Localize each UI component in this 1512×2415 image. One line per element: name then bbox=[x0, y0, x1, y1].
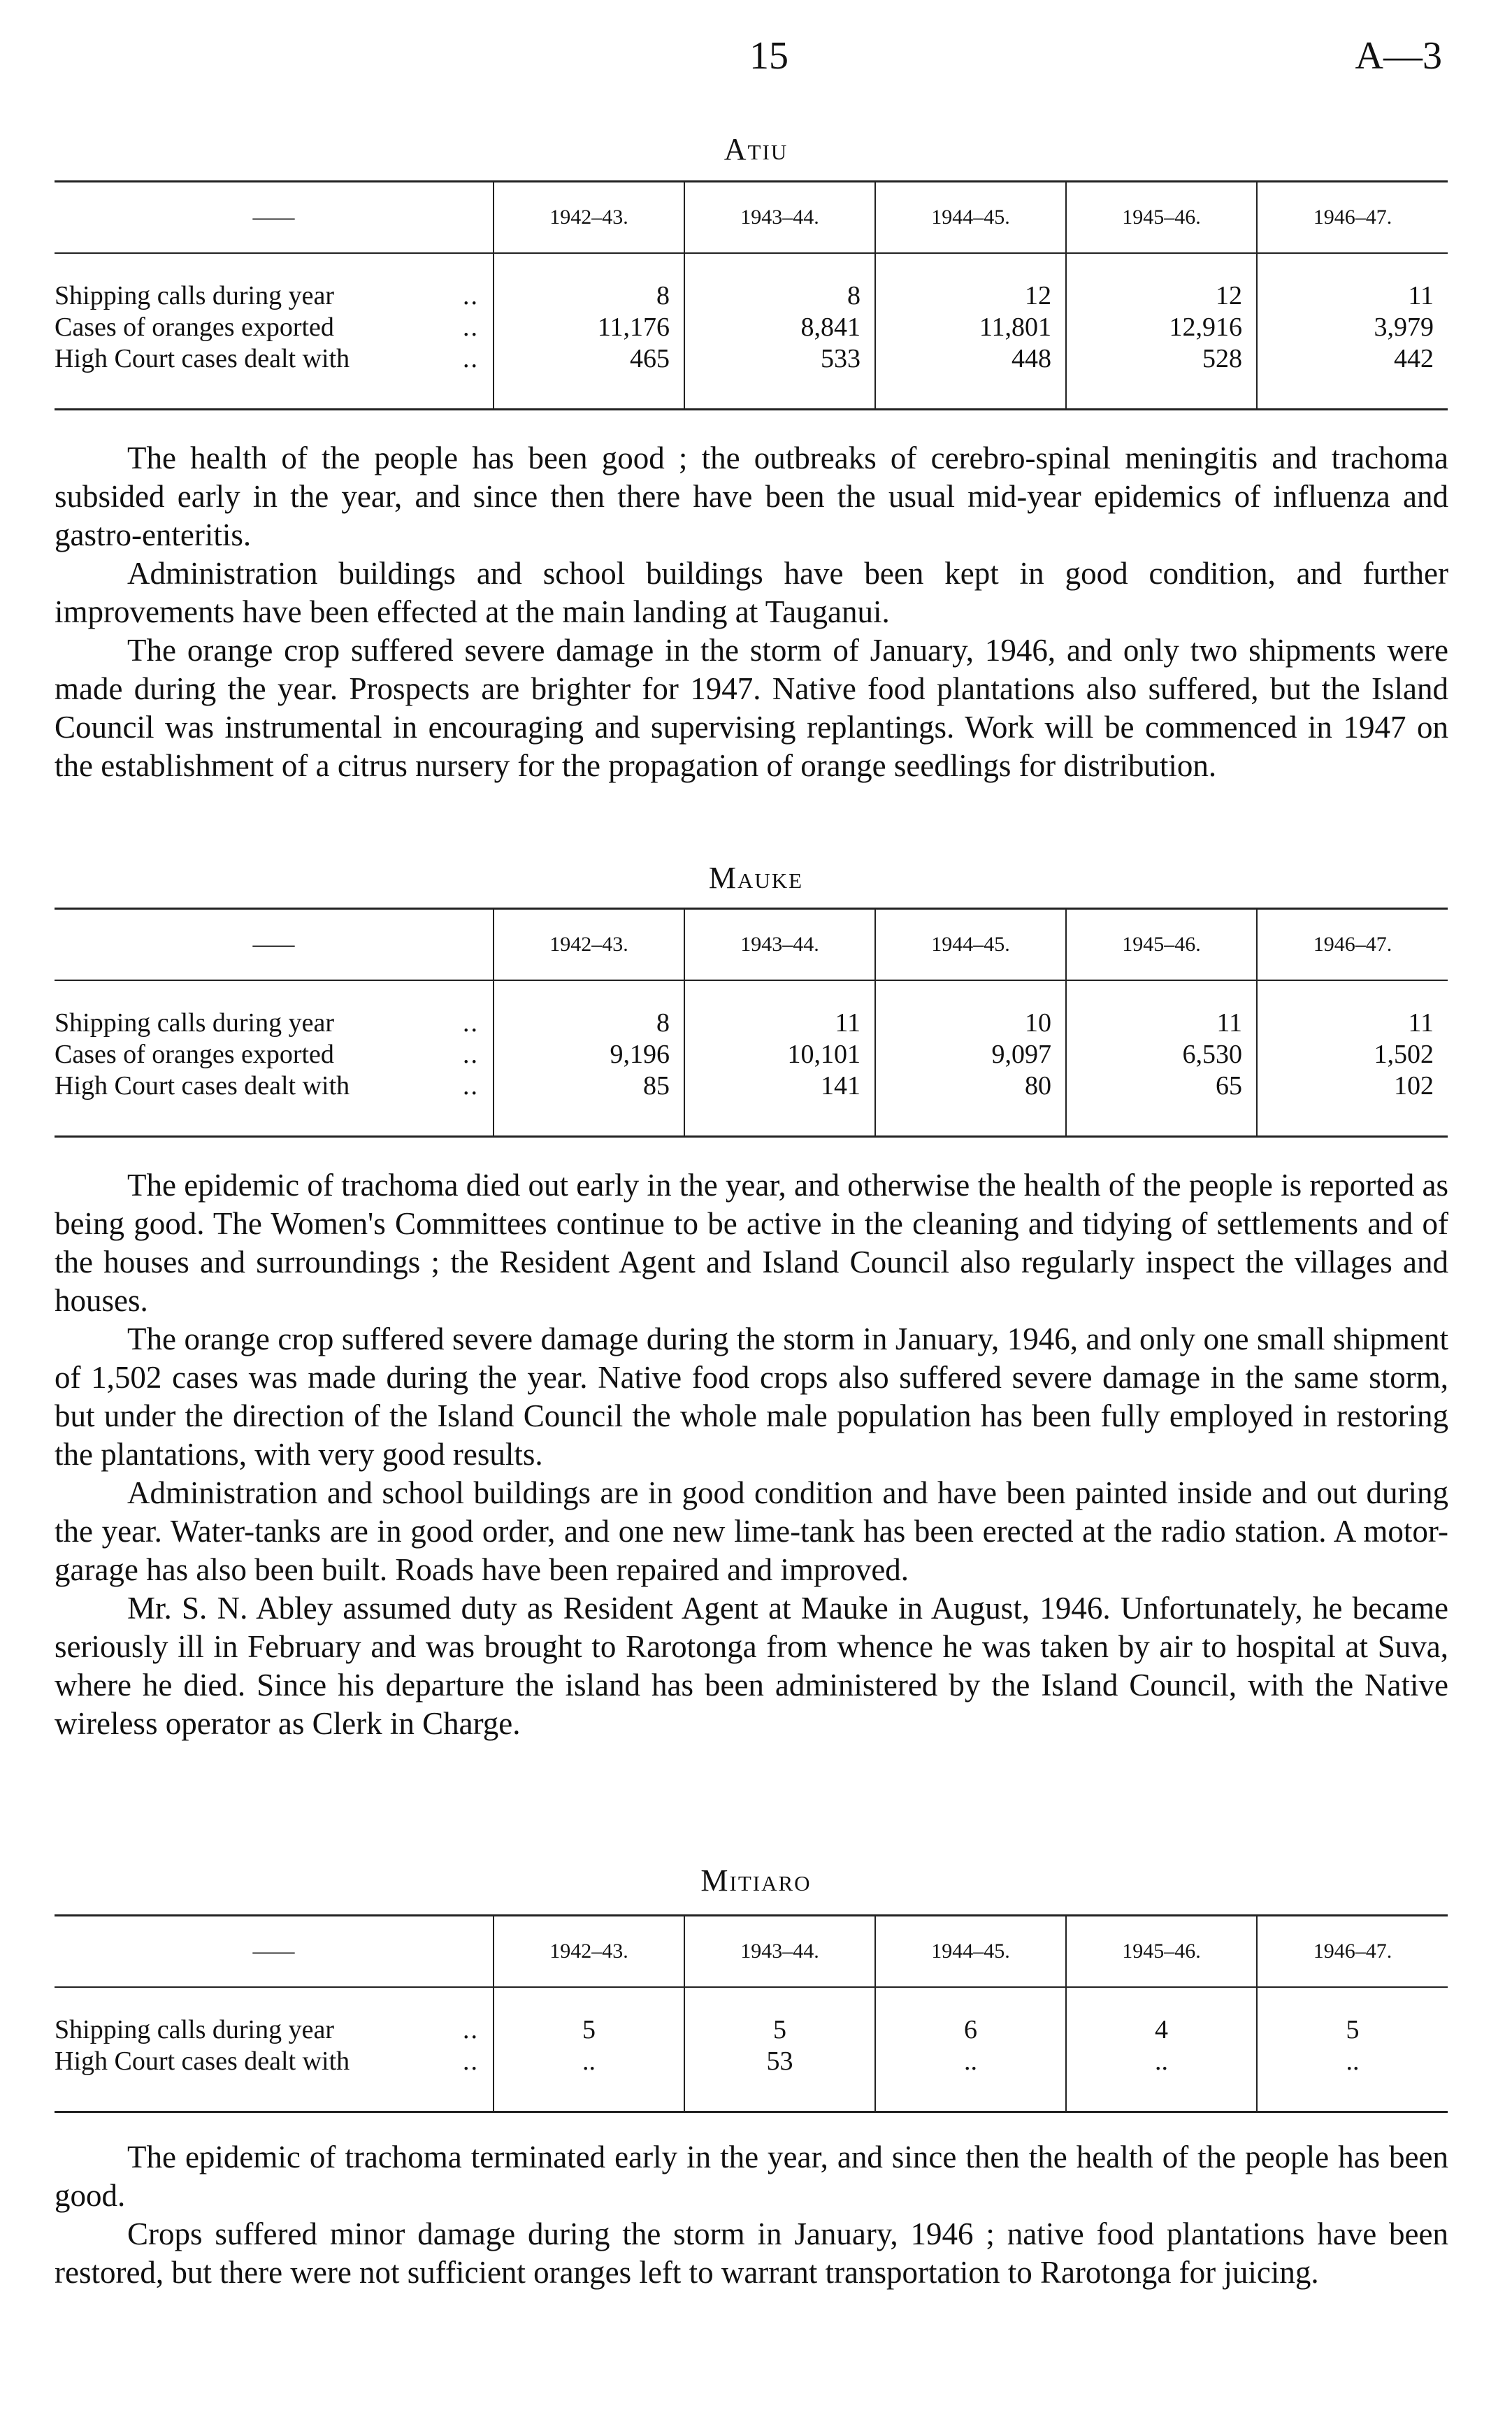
leader-dots: .. bbox=[463, 344, 479, 373]
leader-dots: .. bbox=[463, 1071, 479, 1101]
row-label bbox=[55, 2046, 494, 2112]
column-header: 1942–43. bbox=[494, 1916, 684, 1988]
column-header: —— bbox=[55, 1916, 494, 1988]
atiu-table bbox=[55, 180, 1448, 410]
table-cell: 12 bbox=[875, 253, 1066, 312]
table-cell: 3,979 bbox=[1257, 312, 1448, 343]
table-row bbox=[55, 1070, 1448, 1137]
paragraph: Administration buildings and school buildings have been kept in good condition, and further improvements have been effected at the main landing at Tauganui. bbox=[55, 556, 1448, 629]
row-label-text: High Court cases dealt with bbox=[55, 2047, 350, 2076]
paragraph: Crops suffered minor damage during the storm in January, 1946 ; native food plantations have been restored, but there were not sufficient oranges left to warrant transportation to Rarotonga for juicing. bbox=[55, 2216, 1448, 2290]
table-cell: 8,841 bbox=[684, 312, 875, 343]
column-header: 1945–46. bbox=[1066, 909, 1257, 981]
mauke-text bbox=[55, 1166, 1448, 1743]
table-cell: 12,916 bbox=[1066, 312, 1257, 343]
column-header: 1946–47. bbox=[1257, 909, 1448, 981]
paragraph: The epidemic of trachoma terminated early in the year, and since then the health of the people has been good. bbox=[55, 2140, 1448, 2213]
table-cell: 12 bbox=[1066, 253, 1257, 312]
table-cell: 5 bbox=[494, 1987, 684, 2046]
leader-dots: .. bbox=[463, 281, 479, 310]
table-row bbox=[55, 980, 1448, 1039]
paragraph: Administration and school buildings are in good condition and have been painted inside and out during the year. Water-tanks are in good order, and one new lime-tank has been erected at the radio station. A motor-garage has also been built. Roads have been repaired and improved. bbox=[55, 1475, 1448, 1587]
mitiaro-table bbox=[55, 1914, 1448, 2113]
table-cell: 53 bbox=[684, 2046, 875, 2112]
column-header: 1944–45. bbox=[875, 1916, 1066, 1988]
row-label bbox=[55, 1070, 494, 1137]
section-title-mitiaro: Mitiaro bbox=[700, 1863, 812, 1898]
row-label-text: Shipping calls during year bbox=[55, 2015, 334, 2044]
table-cell: 10 bbox=[875, 980, 1066, 1039]
table-cell: 528 bbox=[1066, 343, 1257, 410]
row-label bbox=[55, 1039, 494, 1070]
leader-dots: .. bbox=[463, 313, 479, 342]
table-row bbox=[55, 1039, 1448, 1070]
table-cell: 5 bbox=[1257, 1987, 1448, 2046]
table-row bbox=[55, 312, 1448, 343]
column-header: 1943–44. bbox=[684, 909, 875, 981]
table-row bbox=[55, 2046, 1448, 2112]
table-cell: 85 bbox=[494, 1070, 684, 1137]
table-cell: 11 bbox=[1066, 980, 1257, 1039]
column-header: 1944–45. bbox=[875, 182, 1066, 254]
atiu-text bbox=[55, 439, 1448, 785]
column-header: 1942–43. bbox=[494, 182, 684, 254]
column-header: 1943–44. bbox=[684, 1916, 875, 1988]
section-title-atiu: Atiu bbox=[723, 132, 789, 166]
table-cell: 533 bbox=[684, 343, 875, 410]
table-cell: 65 bbox=[1066, 1070, 1257, 1137]
leader-dots: .. bbox=[463, 1040, 479, 1069]
table-cell: 11 bbox=[684, 980, 875, 1039]
column-header: 1944–45. bbox=[875, 909, 1066, 981]
column-header: 1945–46. bbox=[1066, 1916, 1257, 1988]
table-row bbox=[55, 253, 1448, 312]
table-row bbox=[55, 343, 1448, 410]
row-label-text: Shipping calls during year bbox=[55, 281, 334, 310]
row-label bbox=[55, 253, 494, 312]
table-cell: 6,530 bbox=[1066, 1039, 1257, 1070]
table-cell: 442 bbox=[1257, 343, 1448, 410]
table-cell: .. bbox=[494, 2046, 684, 2112]
row-label bbox=[55, 980, 494, 1039]
table-cell: .. bbox=[1257, 2046, 1448, 2112]
table-header-row bbox=[55, 182, 1448, 254]
table-row bbox=[55, 1987, 1448, 2046]
table-cell: .. bbox=[1066, 2046, 1257, 2112]
table-cell: 8 bbox=[684, 253, 875, 312]
table-cell: .. bbox=[875, 2046, 1066, 2112]
paragraph: The orange crop suffered severe damage in the storm of January, 1946, and only two shipments were made during the year. Prospects are brighter for 1947. Native food plantations also suffered, but the Island Council was instrumental in encouraging and supervising replantings. Work will be commenced in 1947 on the establishment of a citrus nursery for the propagation of orange seedlings for distribution. bbox=[55, 633, 1448, 783]
table-cell: 9,097 bbox=[875, 1039, 1066, 1070]
column-header: 1946–47. bbox=[1257, 1916, 1448, 1988]
row-label-text: Cases of oranges exported bbox=[55, 1040, 334, 1069]
paragraph: Mr. S. N. Abley assumed duty as Resident Agent at Mauke in August, 1946. Unfortunately, he became seriously ill in February and was brought to Rarotonga from whence he was taken by air to hospital at Suva, where he died. Since his departure the island has been administered by the Island Council, with the Native wireless operator as Clerk in Charge. bbox=[55, 1591, 1448, 1741]
table-cell: 102 bbox=[1257, 1070, 1448, 1137]
mauke-table bbox=[55, 908, 1448, 1138]
table-cell: 465 bbox=[494, 343, 684, 410]
table-cell: 5 bbox=[684, 1987, 875, 2046]
table-header-row bbox=[55, 909, 1448, 981]
row-label bbox=[55, 343, 494, 410]
column-header: —— bbox=[55, 182, 494, 254]
table-cell: 141 bbox=[684, 1070, 875, 1137]
column-header: 1943–44. bbox=[684, 182, 875, 254]
leader-dots: .. bbox=[463, 1008, 479, 1038]
table-cell: 80 bbox=[875, 1070, 1066, 1137]
mitiaro-text bbox=[55, 2138, 1448, 2292]
column-header: —— bbox=[55, 909, 494, 981]
table-cell: 9,196 bbox=[494, 1039, 684, 1070]
page-number: 15 bbox=[749, 34, 789, 78]
table-cell: 11 bbox=[1257, 253, 1448, 312]
leader-dots: .. bbox=[463, 2047, 479, 2076]
table-cell: 448 bbox=[875, 343, 1066, 410]
row-label-text: Cases of oranges exported bbox=[55, 313, 334, 342]
paragraph: The health of the people has been good ; the outbreaks of cerebro-spinal meningitis and trachoma subsided early in the year, and since then there have been the usual mid-year epidemics of influenza and gastro-enteritis. bbox=[55, 440, 1448, 552]
paragraph: The orange crop suffered severe damage during the storm in January, 1946, and only one small shipment of 1,502 cases was made during the year. Native food crops also suffered severe damage in the same storm, but under the direction of the Island Council the whole male population has been fully employed in restoring the plantations, with very good results. bbox=[55, 1321, 1448, 1472]
leader-dots: .. bbox=[463, 2015, 479, 2044]
document-reference: A—3 bbox=[1355, 34, 1442, 78]
table-cell: 4 bbox=[1066, 1987, 1257, 2046]
table-cell: 11,176 bbox=[494, 312, 684, 343]
column-header: 1942–43. bbox=[494, 909, 684, 981]
table-cell: 6 bbox=[875, 1987, 1066, 2046]
row-label-text: Shipping calls during year bbox=[55, 1008, 334, 1038]
row-label bbox=[55, 1987, 494, 2046]
table-cell: 8 bbox=[494, 253, 684, 312]
table-cell: 8 bbox=[494, 980, 684, 1039]
section-title-mauke: Mauke bbox=[708, 861, 804, 895]
table-header-row bbox=[55, 1916, 1448, 1988]
row-label-text: High Court cases dealt with bbox=[55, 1071, 350, 1101]
column-header: 1946–47. bbox=[1257, 182, 1448, 254]
table-cell: 1,502 bbox=[1257, 1039, 1448, 1070]
table-cell: 11,801 bbox=[875, 312, 1066, 343]
column-header: 1945–46. bbox=[1066, 182, 1257, 254]
table-cell: 10,101 bbox=[684, 1039, 875, 1070]
table-cell: 11 bbox=[1257, 980, 1448, 1039]
row-label-text: High Court cases dealt with bbox=[55, 344, 350, 373]
paragraph: The epidemic of trachoma died out early in the year, and otherwise the health of the people is reported as being good. The Women's Committees continue to be active in the cleaning and tidying of settlements and of the houses and surroundings ; the Resident Agent and Island Council also regularly inspect the villages and houses. bbox=[55, 1168, 1448, 1318]
row-label bbox=[55, 312, 494, 343]
